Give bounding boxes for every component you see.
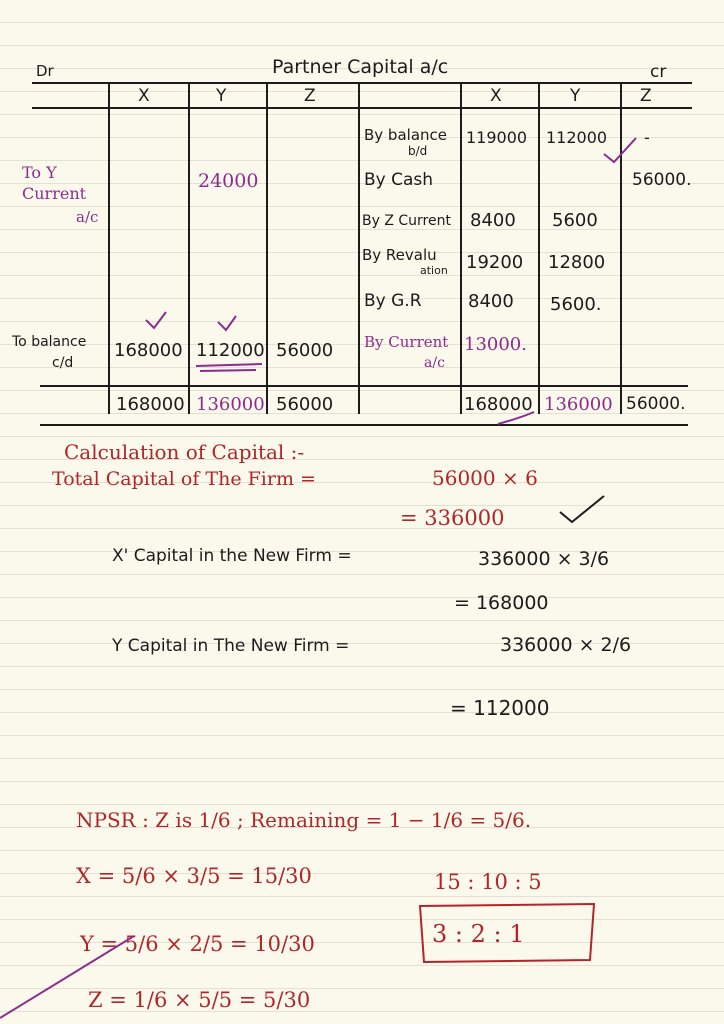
by-gr-label: By G.R: [364, 291, 422, 311]
by-gr-x: 8400: [468, 291, 514, 312]
header-y-left: Y: [216, 86, 227, 106]
by-z-current-x: 8400: [470, 210, 516, 231]
credit-label: cr: [650, 62, 667, 82]
y-ratio-line: Y = 5/6 × 2/5 = 10/30: [80, 932, 315, 956]
to-balance-x: 168000: [114, 340, 183, 361]
y-capital-label: Y Capital in The New Firm =: [112, 636, 350, 656]
by-revaluation-line2: ation: [420, 264, 448, 277]
header-x-left: X: [138, 86, 150, 106]
by-current-x: 13000.: [464, 334, 527, 355]
total-right-z: 56000.: [626, 394, 686, 414]
x-ratio-line: X = 5/6 × 3/5 = 15/30: [76, 864, 312, 888]
ledger-title: Partner Capital a/c: [272, 56, 449, 78]
to-balance-y: 112000: [196, 340, 265, 361]
by-balance-x: 119000: [466, 128, 528, 147]
ratio-box: [420, 904, 594, 962]
total-capital-result: = 336000: [400, 506, 505, 530]
check-mark-icon: [604, 138, 636, 162]
total-left-x: 168000: [116, 394, 185, 415]
total-left-y: 136000: [196, 394, 265, 415]
header-y-right: Y: [570, 86, 581, 106]
by-revaluation-line1: By Revalu: [362, 246, 437, 264]
x-capital-expression: 336000 × 3/6: [478, 548, 610, 570]
debit-label: Dr: [36, 62, 54, 80]
by-balance-z: -: [644, 128, 650, 147]
check-mark-icon: [146, 312, 166, 328]
to-y-current-amount: 24000: [198, 170, 259, 192]
check-mark-icon: [560, 496, 604, 522]
total-right-y: 136000: [544, 394, 613, 415]
underline-mark: [196, 364, 262, 366]
check-mark-icon: [218, 316, 236, 330]
by-balance-line2: b/d: [408, 144, 428, 158]
total-right-x: 168000: [464, 394, 533, 415]
by-revaluation-x: 19200: [466, 252, 524, 273]
npsr-line: NPSR : Z is 1/6 ; Remaining = 1 − 1/6 = 5/6.: [76, 808, 532, 832]
to-balance-line2: c/d: [52, 355, 74, 371]
total-left-z: 56000: [276, 394, 334, 415]
ratio-raw: 15 : 10 : 5: [434, 870, 542, 894]
by-balance-line1: By balance: [364, 126, 447, 144]
header-z-right: Z: [640, 86, 652, 106]
x-capital-result: = 168000: [454, 592, 549, 614]
z-ratio-line: Z = 1/6 × 5/5 = 5/30: [88, 988, 311, 1012]
by-cash-label: By Cash: [364, 170, 434, 190]
by-current-line1: By Current: [364, 333, 449, 351]
to-balance-z: 56000: [276, 340, 334, 361]
to-y-current-line1: To Y: [22, 163, 57, 182]
ratio-final: 3 : 2 : 1: [432, 920, 525, 948]
header-x-right: X: [490, 86, 502, 106]
strike-mark: [0, 936, 134, 1018]
by-cash-z: 56000.: [632, 170, 692, 190]
underline-mark: [200, 370, 256, 371]
y-capital-expression: 336000 × 2/6: [500, 634, 632, 656]
to-balance-line1: To balance: [12, 334, 87, 350]
y-capital-result: = 112000: [450, 696, 550, 720]
to-y-current-line2: Current: [22, 184, 87, 203]
total-capital-expression: 56000 × 6: [432, 466, 538, 490]
by-current-line2: a/c: [424, 355, 445, 371]
by-gr-y: 5600.: [550, 294, 602, 315]
header-z-left: Z: [304, 86, 316, 106]
x-capital-label: X' Capital in the New Firm =: [112, 546, 352, 566]
underline-mark: [498, 412, 534, 424]
calculation-heading: Calculation of Capital :-: [64, 440, 305, 464]
by-balance-y: 112000: [546, 128, 608, 147]
to-y-current-line3: a/c: [76, 208, 99, 226]
by-revaluation-y: 12800: [548, 252, 606, 273]
total-capital-label: Total Capital of The Firm =: [52, 468, 316, 490]
by-z-current-y: 5600: [552, 210, 598, 231]
by-z-current-label: By Z Current: [362, 213, 451, 229]
